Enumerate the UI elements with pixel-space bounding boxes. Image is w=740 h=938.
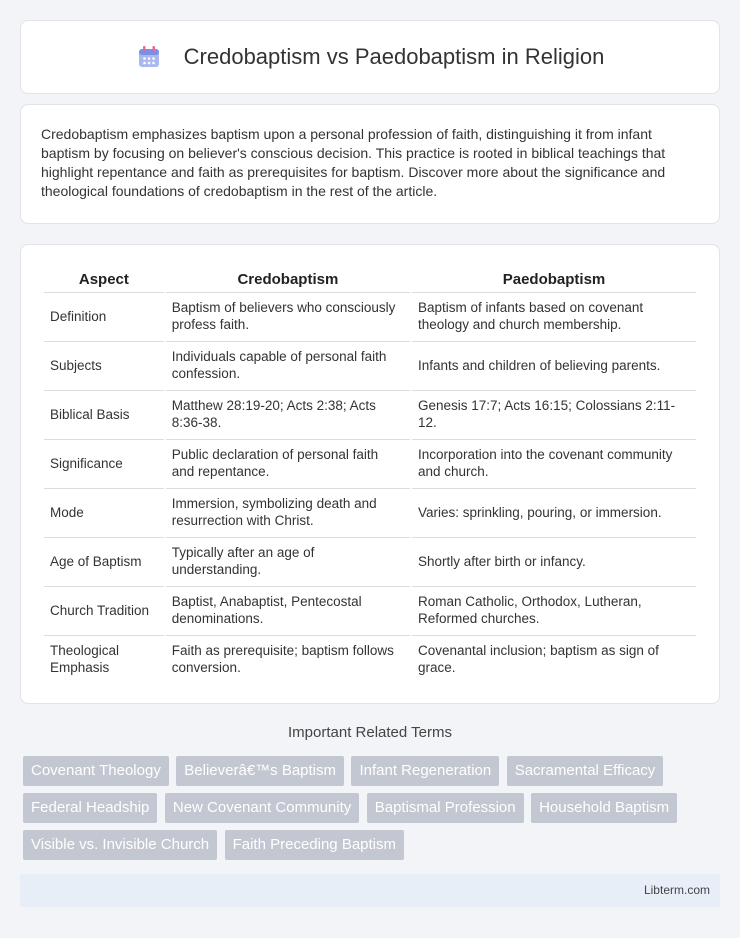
tag-infant-regeneration[interactable]: Infant Regeneration — [351, 756, 499, 786]
row-paedobaptism: Covenantal inclusion; baptism as sign of grace. — [412, 635, 696, 682]
row-paedobaptism: Incorporation into the covenant community and church. — [412, 439, 696, 486]
tag-federal-headship[interactable]: Federal Headship — [23, 793, 157, 823]
related-terms-tags — [23, 756, 723, 867]
tag-faith-preceding-baptism[interactable]: Faith Preceding Baptism — [225, 830, 404, 860]
tag-believers-baptism[interactable]: Believerâ€™s Baptism — [176, 756, 344, 786]
row-aspect: Subjects — [44, 341, 164, 388]
comparison-table-card — [20, 244, 720, 704]
row-credobaptism: Baptism of believers who consciously profess faith. — [166, 292, 410, 339]
row-credobaptism: Public declaration of personal faith and repentance. — [166, 439, 410, 486]
tag-baptismal-profession[interactable]: Baptismal Profession — [367, 793, 524, 823]
table-row — [44, 586, 696, 633]
tag-visible-invisible-church[interactable]: Visible vs. Invisible Church — [23, 830, 217, 860]
tag-sacramental-efficacy[interactable]: Sacramental Efficacy — [507, 756, 664, 786]
intro-card — [20, 104, 720, 224]
title-card — [20, 20, 720, 94]
row-aspect: Significance — [44, 439, 164, 486]
row-aspect: Biblical Basis — [44, 390, 164, 437]
header-paedobaptism: Paedobaptism — [502, 271, 606, 288]
table-row — [44, 537, 696, 584]
table-row — [44, 390, 696, 437]
row-aspect: Theological Emphasis — [44, 635, 164, 682]
row-paedobaptism: Roman Catholic, Orthodox, Lutheran, Reformed churches. — [412, 586, 696, 633]
row-paedobaptism: Shortly after birth or infancy. — [412, 537, 696, 584]
row-paedobaptism: Varies: sprinkling, pouring, or immersion. — [412, 488, 696, 535]
header-aspect: Aspect — [78, 271, 129, 288]
header-credobaptism: Credobaptism — [237, 271, 339, 288]
footer — [20, 874, 720, 907]
tag-new-covenant-community[interactable]: New Covenant Community — [165, 793, 359, 823]
table-row — [44, 635, 696, 682]
intro-text: Credobaptism emphasizes baptism upon a personal profession of faith, distinguishing it from infant baptism by focusing on believer's conscious decision. This practice is rooted in biblical teachings that highlight repentance and faith as prerequisites for baptism. Discover more about the significance and theological foundations of credobaptism in the rest of the article. — [41, 126, 666, 199]
table-row — [44, 488, 696, 535]
related-terms-title: Important Related Terms — [288, 724, 452, 741]
row-credobaptism: Baptist, Anabaptist, Pentecostal denominations. — [166, 586, 410, 633]
table-row — [44, 439, 696, 486]
row-paedobaptism: Baptism of infants based on covenant theology and church membership. — [412, 292, 696, 339]
table-row — [44, 341, 696, 388]
table-header-row — [44, 267, 696, 290]
row-credobaptism: Immersion, symbolizing death and resurrection with Christ. — [166, 488, 410, 535]
row-aspect: Church Tradition — [44, 586, 164, 633]
row-credobaptism: Individuals capable of personal faith confession. — [166, 341, 410, 388]
row-credobaptism: Faith as prerequisite; baptism follows conversion. — [166, 635, 410, 682]
row-aspect: Age of Baptism — [44, 537, 164, 584]
row-paedobaptism: Infants and children of believing parents. — [412, 341, 696, 388]
tag-covenant-theology[interactable]: Covenant Theology — [23, 756, 169, 786]
table-row — [44, 292, 696, 339]
row-aspect: Mode — [44, 488, 164, 535]
row-credobaptism: Matthew 28:19-20; Acts 2:38; Acts 8:36-38. — [166, 390, 410, 437]
footer-site-link[interactable]: Libterm.com — [643, 883, 710, 897]
row-aspect: Definition — [44, 292, 164, 339]
page-title: Credobaptism vs Paedobaptism in Religion — [183, 44, 605, 69]
row-credobaptism: Typically after an age of understanding. — [166, 537, 410, 584]
calendar-icon — [136, 44, 162, 70]
tag-household-baptism[interactable]: Household Baptism — [531, 793, 677, 823]
row-paedobaptism: Genesis 17:7; Acts 16:15; Colossians 2:11-12. — [412, 390, 696, 437]
comparison-table — [42, 265, 698, 684]
